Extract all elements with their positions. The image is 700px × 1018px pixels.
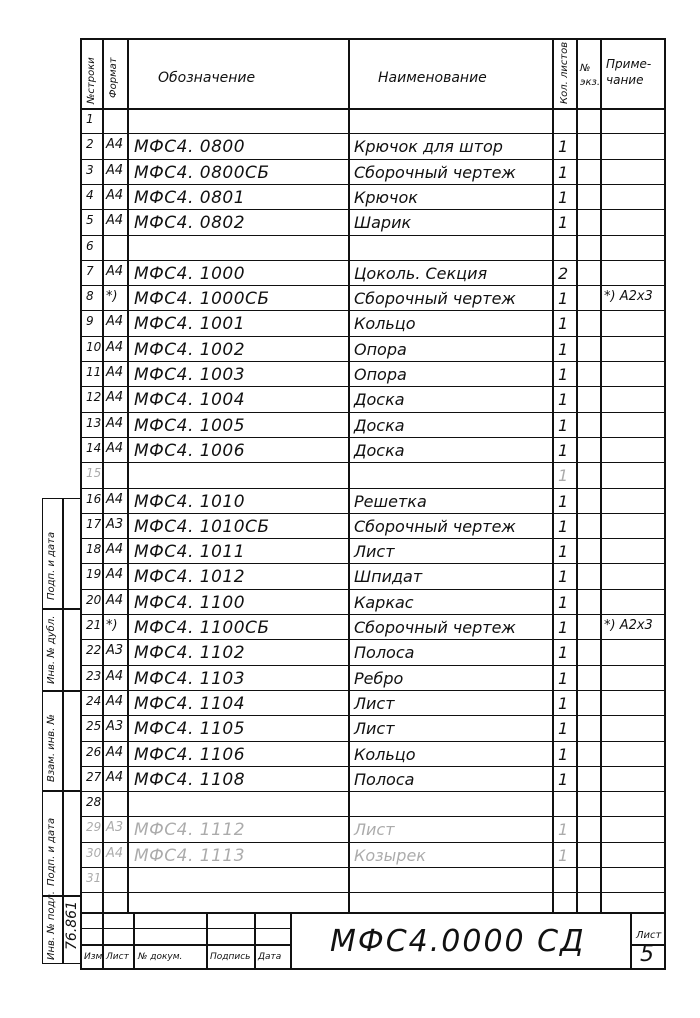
row-name: Козырек <box>354 845 426 865</box>
row-quantity: 1 <box>558 719 569 739</box>
tb-signature: Подпись <box>210 952 251 962</box>
row-designation: МФС4. 1002 <box>134 339 246 360</box>
row-number: 15 <box>86 466 102 481</box>
row-number: 27 <box>86 769 102 784</box>
row-number: 2 <box>86 137 94 152</box>
row-designation: МФС4. 1100СБ <box>134 618 270 638</box>
row-designation: МФС4. 1112 <box>134 820 246 841</box>
row-designation: МФС4. 0800СБ <box>134 162 270 183</box>
row-format: А4 <box>106 415 124 431</box>
row-name: Сборочный чертеж <box>354 289 516 309</box>
row-format: А4 <box>106 137 124 153</box>
row-name: Опора <box>354 365 407 384</box>
row-number: 12 <box>86 390 102 405</box>
row-quantity: 1 <box>558 187 569 207</box>
row-name: Решетка <box>354 491 427 511</box>
row-name: Цоколь. Секция <box>354 263 488 283</box>
row-name: Доска <box>354 440 405 460</box>
row-format: А4 <box>106 263 124 279</box>
row-quantity: 1 <box>558 845 569 865</box>
row-quantity: 2 <box>558 263 569 283</box>
row-name: Опора <box>354 339 407 359</box>
row-quantity: 1 <box>558 744 569 764</box>
row-designation: МФС4. 1011 <box>134 542 246 563</box>
row-number: 11 <box>86 365 102 379</box>
row-number: 5 <box>86 213 94 228</box>
row-name: Каркас <box>354 592 414 612</box>
header-designation: Обозначение <box>158 70 256 86</box>
row-quantity: 1 <box>558 769 569 789</box>
row-quantity: 1 <box>558 592 569 612</box>
row-designation: МФС4. 1001 <box>134 314 246 335</box>
row-note: *) А2х3 <box>604 289 653 305</box>
row-designation: МФС4. 1104 <box>134 693 246 714</box>
row-format: А3 <box>106 643 124 659</box>
row-number: 18 <box>86 542 102 557</box>
row-quantity: 1 <box>558 365 569 384</box>
row-designation: МФС4. 1010СБ <box>134 516 270 537</box>
row-quantity: 1 <box>558 415 569 435</box>
row-name: Кольцо <box>354 314 416 334</box>
row-designation: МФС4. 1113 <box>134 845 246 866</box>
row-format: А4 <box>106 339 124 355</box>
row-format: А4 <box>106 390 124 406</box>
row-designation: МФС4. 1103 <box>134 668 246 689</box>
side-replace-inv: Взам. инв. № <box>46 714 57 782</box>
row-format: А3 <box>106 516 124 532</box>
row-quantity: 1 <box>558 693 569 713</box>
row-format: А4 <box>106 693 124 709</box>
row-number: 14 <box>86 440 102 455</box>
row-quantity: 1 <box>558 162 569 182</box>
row-quantity: 1 <box>558 289 569 309</box>
sheet-label: Лист <box>636 930 662 941</box>
row-format: А3 <box>106 820 124 836</box>
row-quantity: 1 <box>558 390 569 410</box>
row-name: Шпидат <box>354 567 423 587</box>
row-quantity: 1 <box>558 668 569 688</box>
row-format: А4 <box>106 162 124 178</box>
row-number: 29 <box>86 820 102 835</box>
row-designation: МФС4. 1102 <box>134 643 246 664</box>
row-name: Лист <box>354 542 395 562</box>
row-number: 23 <box>86 668 102 683</box>
row-format: А4 <box>106 845 124 861</box>
row-name: Крючок для штор <box>354 137 503 157</box>
row-number: 20 <box>86 592 102 607</box>
row-designation: МФС4. 1003 <box>134 365 246 385</box>
row-format: А4 <box>106 491 124 507</box>
row-format: А4 <box>106 440 124 456</box>
row-designation: МФС4. 1012 <box>134 567 246 588</box>
row-name: Лист <box>354 719 395 739</box>
row-number: 1 <box>86 112 94 126</box>
row-quantity: 1 <box>558 567 569 587</box>
row-designation: МФС4. 0802 <box>134 213 246 234</box>
sheet-number: 5 <box>640 942 654 967</box>
row-designation: МФС4. 1105 <box>134 719 246 740</box>
row-quantity: 1 <box>558 516 569 536</box>
row-format: А4 <box>106 365 124 380</box>
header-row-no: №строки <box>86 57 97 104</box>
header-qty: Кол. листов <box>559 41 570 104</box>
row-designation: МФС4. 1108 <box>134 769 246 790</box>
row-format: А3 <box>106 719 124 735</box>
row-designation: МФС4. 1106 <box>134 744 246 765</box>
row-number: 31 <box>86 871 102 885</box>
row-format: А4 <box>106 668 124 684</box>
row-name: Полоса <box>354 769 415 789</box>
row-name: Шарик <box>354 213 412 233</box>
row-name: Лист <box>354 693 395 713</box>
row-quantity: 1 <box>558 491 569 511</box>
row-designation: МФС4. 0801 <box>134 187 246 208</box>
row-number: 17 <box>86 516 102 531</box>
row-quantity: 1 <box>558 213 569 233</box>
tb-sheet: Лист <box>106 952 129 962</box>
row-format: *) <box>106 289 118 305</box>
document-code: МФС4.0000 СД <box>330 924 586 959</box>
row-name: Сборочный чертеж <box>354 162 516 182</box>
row-format: А4 <box>106 542 124 558</box>
row-number: 26 <box>86 744 102 759</box>
row-name: Крючок <box>354 187 418 207</box>
row-number: 4 <box>86 187 94 202</box>
row-number: 21 <box>86 618 102 632</box>
header-copy-no: № экз. <box>580 63 601 88</box>
row-quantity: 1 <box>558 466 569 486</box>
row-name: Доска <box>354 390 405 410</box>
row-quantity: 1 <box>558 137 569 157</box>
row-note: *) А2х3 <box>604 618 653 633</box>
row-designation: МФС4. 1010 <box>134 491 246 512</box>
row-designation: МФС4. 1004 <box>134 390 246 411</box>
row-quantity: 1 <box>558 440 569 460</box>
row-designation: МФС4. 1100 <box>134 592 246 613</box>
row-format: А4 <box>106 567 124 583</box>
row-number: 24 <box>86 693 102 708</box>
row-name: Лист <box>354 820 395 840</box>
row-designation: МФС4. 1000СБ <box>134 289 270 310</box>
row-number: 19 <box>86 567 102 582</box>
side-orig-inv-value: 76.861 <box>64 901 80 950</box>
row-name: Ребро <box>354 668 404 688</box>
row-designation: МФС4. 1000 <box>134 263 246 284</box>
row-number: 13 <box>86 415 102 430</box>
row-number: 16 <box>86 491 102 506</box>
row-number: 25 <box>86 719 102 734</box>
side-sign-date: Подп. и дата <box>46 531 57 600</box>
row-number: 7 <box>86 263 94 278</box>
row-designation: МФС4. 1006 <box>134 440 246 461</box>
side-dup-inv: Инв. № дубл. <box>46 615 57 684</box>
row-format: А4 <box>106 769 124 785</box>
row-format: *) <box>106 618 118 633</box>
row-quantity: 1 <box>558 542 569 562</box>
header-note: Приме- чание <box>606 57 652 87</box>
tb-doc-no: № докум. <box>138 952 183 962</box>
row-number: 30 <box>86 845 102 860</box>
row-number: 28 <box>86 795 102 810</box>
row-number: 22 <box>86 643 102 658</box>
side-orig-inv: Инв. № подл. <box>46 891 57 960</box>
row-quantity: 1 <box>558 618 569 637</box>
row-number: 8 <box>86 289 94 304</box>
row-format: А4 <box>106 213 124 229</box>
tb-date: Дата <box>258 952 282 962</box>
row-name: Полоса <box>354 643 415 663</box>
row-designation: МФС4. 1005 <box>134 415 246 436</box>
row-number: 6 <box>86 238 94 253</box>
row-quantity: 1 <box>558 339 569 359</box>
row-number: 9 <box>86 314 94 329</box>
header-format: Формат <box>108 57 119 98</box>
row-quantity: 1 <box>558 643 569 663</box>
side-sign-date-2: Подп. и дата <box>46 817 57 886</box>
row-quantity: 1 <box>558 314 569 334</box>
row-format: А4 <box>106 314 124 330</box>
row-number: 3 <box>86 162 94 177</box>
row-format: А4 <box>106 592 124 608</box>
row-format: А4 <box>106 187 124 203</box>
row-name: Сборочный чертеж <box>354 516 516 536</box>
row-name: Доска <box>354 415 405 435</box>
row-quantity: 1 <box>558 820 569 840</box>
row-number: 10 <box>86 339 102 354</box>
row-name: Кольцо <box>354 744 416 764</box>
tb-change: Изм <box>84 952 103 962</box>
row-name: Сборочный чертеж <box>354 618 516 637</box>
row-format: А4 <box>106 744 124 760</box>
header-name: Наименование <box>378 70 487 86</box>
row-designation: МФС4. 0800 <box>134 137 246 158</box>
